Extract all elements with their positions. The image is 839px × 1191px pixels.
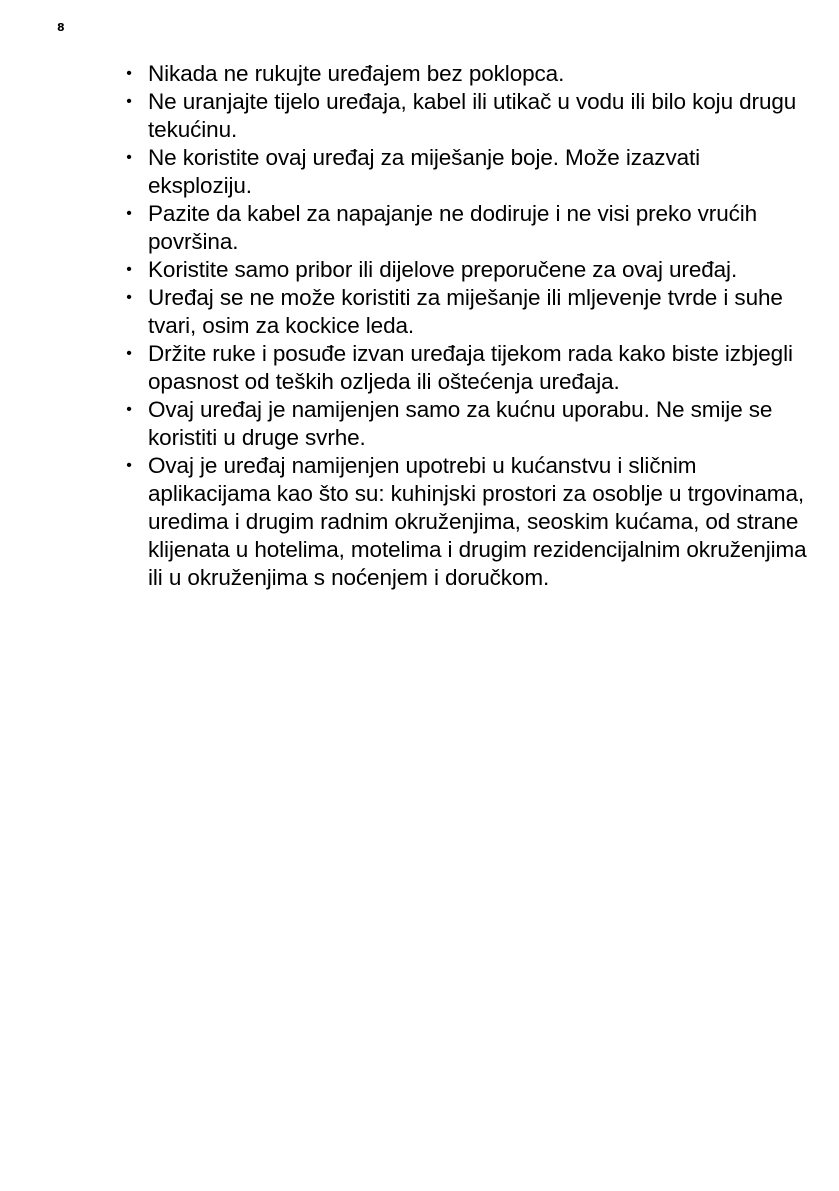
- list-item-text: Nikada ne rukujte uređajem bez poklopca.: [148, 61, 565, 86]
- bullet-icon: •: [126, 289, 132, 306]
- list-item: [118, 340, 808, 396]
- list-item: [118, 200, 808, 256]
- list-item: [118, 88, 808, 144]
- list-item-text: Ne uranjajte tijelo uređaja, kabel ili utikač u vodu ili bilo koju drugu tekućinu.: [148, 89, 797, 142]
- bullet-icon: •: [126, 401, 132, 418]
- bullet-icon: •: [126, 205, 132, 222]
- list-item-text: Držite ruke i posuđe izvan uređaja tijekom rada kako biste izbjegli opasnost od teških ozljeda ili oštećenja uređaja.: [148, 341, 793, 394]
- bullet-icon: •: [126, 261, 132, 278]
- list-item: [118, 144, 808, 200]
- bullet-icon: •: [126, 65, 132, 82]
- list-item-text: Uređaj se ne može koristiti za miješanje ili mljevenje tvrde i suhe tvari, osim za kockice leda.: [148, 285, 783, 338]
- list-item-text: Ovaj je uređaj namijenjen upotrebi u kućanstvu i sličnim aplikacijama kao što su: kuhinjski prostori za osoblje u trgovinama, uredima i drugim radnim okruženjima, seoskim kućama, od strane klijenata u hotelima, motelima i drugim rezidencijalnim okruženjima ili u okruženjima s noćenjem i doručkom.: [148, 453, 807, 590]
- bullet-icon: •: [126, 149, 132, 166]
- safety-instructions-list: [118, 60, 808, 592]
- list-item: [118, 256, 808, 284]
- list-item: [118, 60, 808, 88]
- list-item-text: Pazite da kabel za napajanje ne dodiruje i ne visi preko vrućih površina.: [148, 201, 758, 254]
- bullet-icon: •: [126, 93, 132, 110]
- bullet-icon: •: [126, 457, 132, 474]
- list-item-text: Ovaj uređaj je namijenjen samo za kućnu uporabu. Ne smije se koristiti u druge svrhe.: [148, 397, 773, 450]
- page-number: 8: [57, 21, 65, 34]
- list-item: [118, 452, 808, 592]
- list-item-text: Ne koristite ovaj uređaj za miješanje boje. Može izazvati eksploziju.: [148, 145, 701, 198]
- list-item-text: Koristite samo pribor ili dijelove preporučene za ovaj uređaj.: [148, 257, 738, 282]
- list-item: [118, 396, 808, 452]
- bullet-icon: •: [126, 345, 132, 362]
- list-item: [118, 284, 808, 340]
